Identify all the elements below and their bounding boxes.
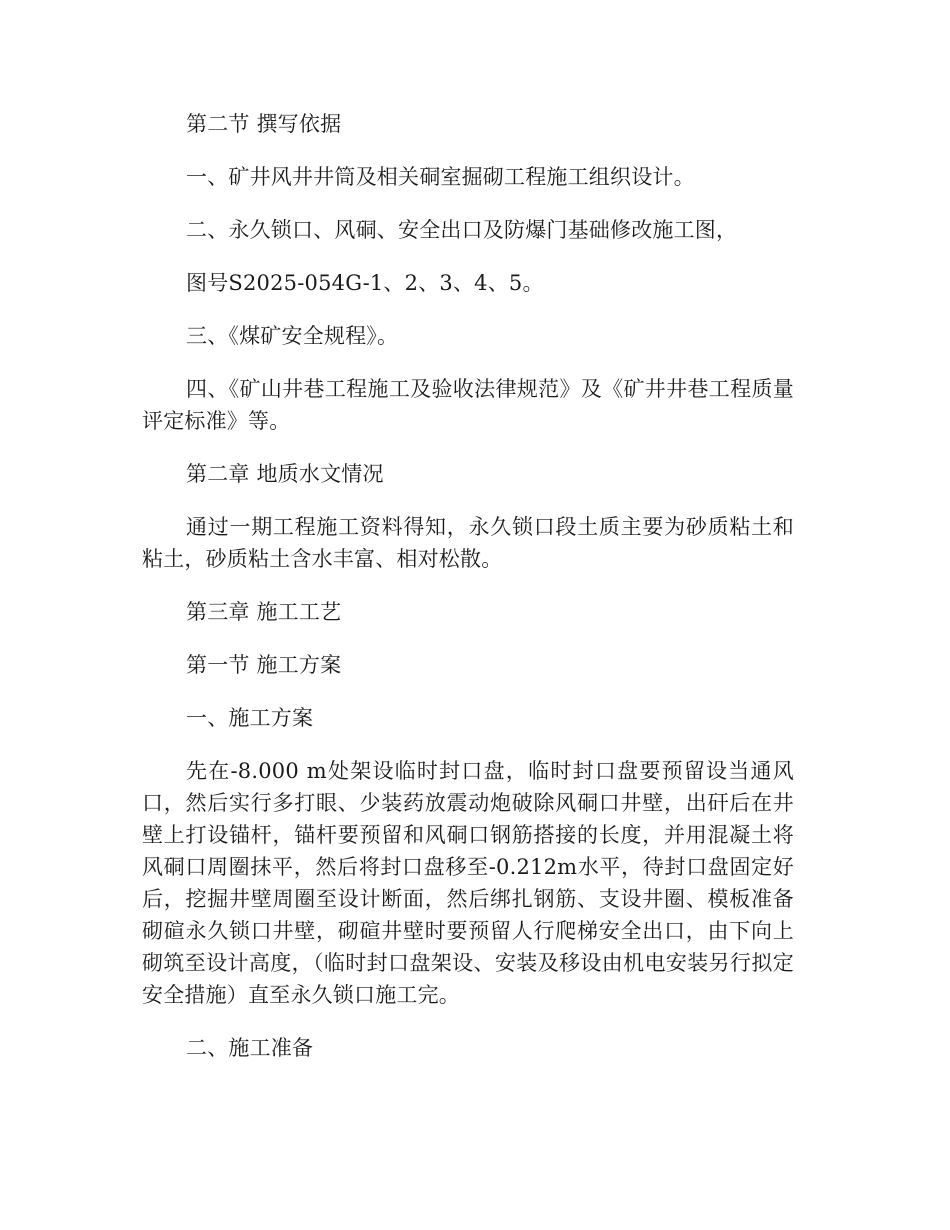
construction-plan-paragraph: 先在-8.000 m处架设临时封口盘，临时封口盘要预留设当通风口，然后实行多打眼、少装药放震动炮破除风硐口井壁，出矸后在井壁上打设锚杆，锚杆要预留和风硐口钢筋搭接的长度，并用混凝土将风硐口周圈抹平，然后将封口盘移至-0.212m水平，待封口盘固定好后，挖掘井壁周圈至设计断面，然后绑扎钢筋、支设井圈、模板准备砌碹永久锁口井壁，砌碹井壁时要预留人行爬梯安全出口，由下向上砌筑至设计高度，（临时封口盘架设、安装及移设由机电安装另行拟定安全措施）直至永久锁口施工完。: [142, 759, 794, 1007]
subheading-construction-preparation: 二、施工准备: [186, 1036, 314, 1060]
basis-item-4: 四、《矿山井巷工程施工及验收法律规范》及《矿井井巷工程质量评定标准》等。: [142, 377, 794, 433]
basis-item-3: 三、《煤矿安全规程》。: [186, 324, 399, 348]
basis-item-2-drawing-number: 图号S2025-054G-1、2、3、4、5。: [186, 271, 544, 295]
chapter-heading-construction-process: 第三章 施工工艺: [186, 600, 342, 624]
section-heading-writing-basis: 第二节 撰写依据: [186, 112, 342, 136]
chapter-heading-geology: 第二章 地质水文情况: [186, 462, 384, 486]
basis-item-2: 二、永久锁口、风硐、安全出口及防爆门基础修改施工图，: [186, 218, 738, 242]
basis-item-1: 一、矿井风井井筒及相关硐室掘砌工程施工组织设计。: [186, 165, 695, 189]
subheading-construction-plan: 一、施工方案: [186, 706, 314, 730]
document-body: [142, 108, 794, 1085]
geology-paragraph: 通过一期工程施工资料得知，永久锁口段土质主要为砂质粘土和粘土，砂质粘土含水丰富、相对松散。: [142, 515, 794, 571]
section-heading-construction-plan: 第一节 施工方案: [186, 653, 342, 677]
